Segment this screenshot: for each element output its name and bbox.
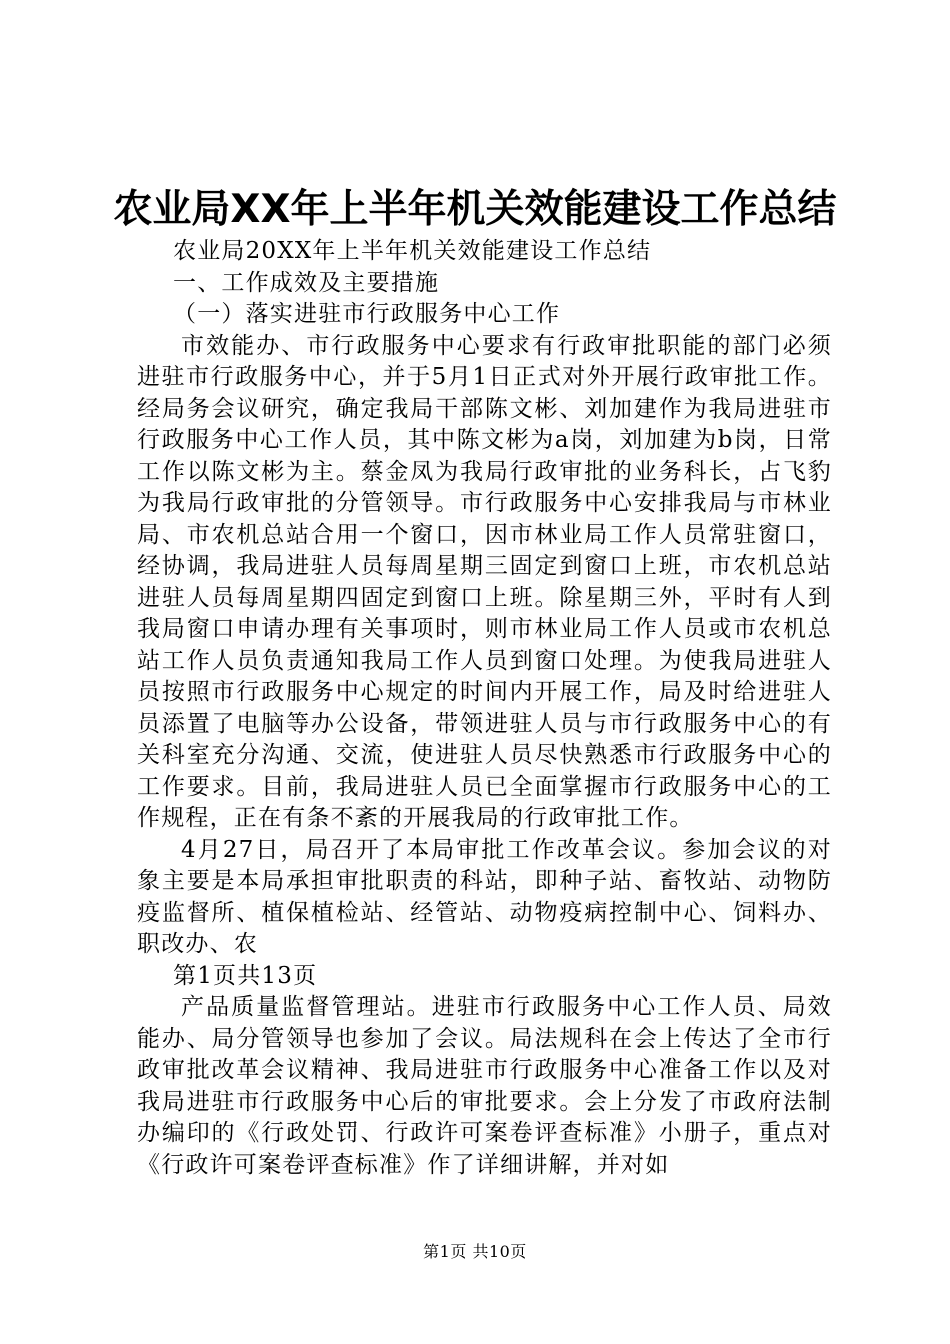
body-paragraph: 产品质量监督管理站。进驻市行政服务中心工作人员、局效能办、局分管领导也参加了会议。局法规科在会上传达了全市行政审批改革会议精神、我局进驻市行政服务中心准备工作以及对我局进驻市行政服务中心后的审批要求。会上分发了市政府法制办编印的《行政处罚、行政许可案卷评查标准》小册子，重点对《行政许可案卷评查标准》作了详细讲解，并对如 [137,994,832,1178]
subsection-heading: （一）落实进驻市行政服务中心工作 [173,301,561,327]
inline-page-marker: 第1页共13页 [173,962,318,989]
section-heading: 一、工作成效及主要措施 [173,269,440,296]
page-footer: 第1页 共10页 [423,1242,527,1261]
document-title: 农业局XX年上半年机关效能建设工作总结 [113,187,837,232]
document-body [137,236,832,1181]
document-subtitle: 农业局20XX年上半年机关效能建设工作总结 [173,238,652,264]
body-paragraph: 市效能办、市行政服务中心要求有行政审批职能的部门必须进驻市行政服务中心，并于5月1日正式对外开展行政审批工作。经局务会议研究，确定我局干部陈文彬、刘加建作为我局进驻市行政服务中心工作人员，其中陈文彬为a岗，刘加建为b岗，日常工作以陈文彬为主。蔡金凤为我局行政审批的业务科长，占飞豹为我局行政审批的分管领导。市行政服务中心安排我局与市林业局、市农机总站合用一个窗口，因市林业局工作人员常驻窗口，经协调，我局进驻人员每周星期三固定到窗口上班，市农机总站进驻人员每周星期四固定到窗口上班。除星期三外，平时有人到我局窗口申请办理有关事项时，则市林业局工作人员或市农机总站工作人员负责通知我局工作人员到窗口处理。为使我局进驻人员按照市行政服务中心规定的时间内开展工作，局及时给进驻人员添置了电脑等办公设备，带领进驻人员与市行政服务中心的有关科室充分沟通、交流，使进驻人员尽快熟悉市行政服务中心的工作要求。目前，我局进驻人员已全面掌握市行政服务中心的工作规程，正在有条不紊的开展我局的行政审批工作。 [137,332,832,831]
body-paragraph: 4月27日，局召开了本局审批工作改革会议。参加会议的对象主要是本局承担审批职责的科站，即种子站、畜牧站、动物防疫监督所、植保植检站、经管站、动物疫病控制中心、饲料办、职改办、农 [137,836,832,957]
